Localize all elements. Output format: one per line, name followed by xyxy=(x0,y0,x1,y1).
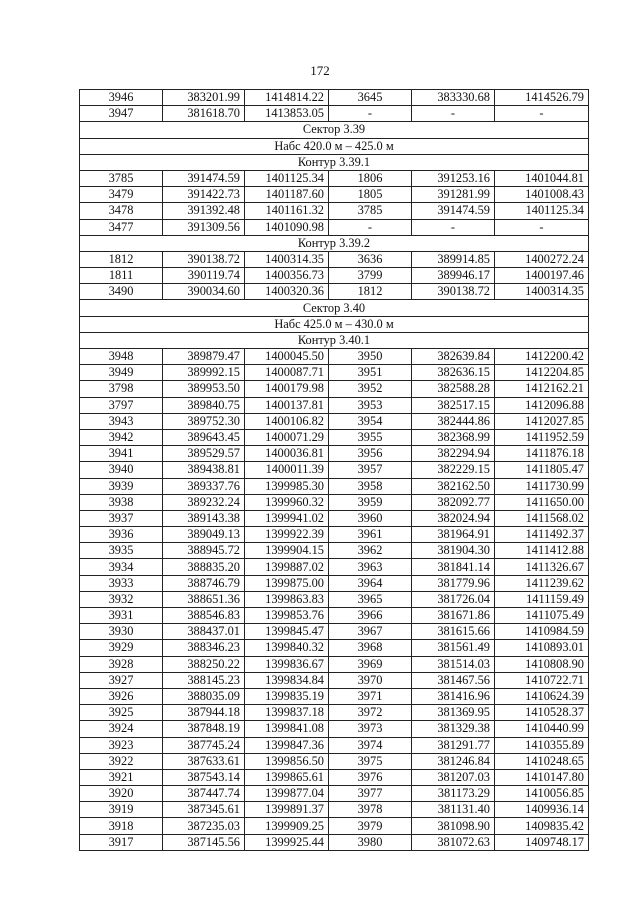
coordinate-cell: 382162.50 xyxy=(412,478,495,494)
coordinate-cell: 1410893.01 xyxy=(495,640,589,656)
coordinate-cell: 388546.83 xyxy=(163,608,245,624)
coordinate-cell: 1399840.32 xyxy=(245,640,329,656)
coordinate-cell: 1400071.29 xyxy=(245,429,329,445)
coordinate-cell: 389643.45 xyxy=(163,429,245,445)
coordinate-cell: 1410355.89 xyxy=(495,737,589,753)
table-row xyxy=(80,753,589,769)
contour-title: Контур 3.39.2 xyxy=(80,235,589,251)
coordinate-cell: 389337.76 xyxy=(163,478,245,494)
contour-header-row xyxy=(80,332,589,348)
sector-range-row xyxy=(80,316,589,332)
coordinate-cell: 382639.84 xyxy=(412,349,495,365)
table-row xyxy=(80,591,589,607)
coordinate-cell: 1399853.76 xyxy=(245,608,329,624)
table-row xyxy=(80,187,589,203)
coordinate-cell: 382368.99 xyxy=(412,429,495,445)
point-id-cell: 3972 xyxy=(329,705,412,721)
coordinate-cell: - xyxy=(495,219,589,235)
table-row xyxy=(80,349,589,365)
coordinate-cell: 381779.96 xyxy=(412,575,495,591)
point-id-cell: 3953 xyxy=(329,397,412,413)
table-row xyxy=(80,640,589,656)
point-id-cell: 3959 xyxy=(329,494,412,510)
page-number: 172 xyxy=(310,63,330,78)
point-id-cell: 3645 xyxy=(329,90,412,106)
coordinate-cell: 389232.24 xyxy=(163,494,245,510)
coordinate-cell: 381467.56 xyxy=(412,672,495,688)
contour-header-row xyxy=(80,235,589,251)
coordinate-cell: 381964.91 xyxy=(412,527,495,543)
coordinate-cell: 388145.23 xyxy=(163,672,245,688)
coordinate-cell: - xyxy=(412,106,495,122)
coordinate-cell: 1401125.34 xyxy=(245,170,329,186)
point-id-cell: 3936 xyxy=(80,527,163,543)
point-id-cell: 3957 xyxy=(329,462,412,478)
coordinate-cell: 388835.20 xyxy=(163,559,245,575)
contour-title: Контур 3.39.1 xyxy=(80,154,589,170)
point-id-cell: 3932 xyxy=(80,591,163,607)
coordinate-cell: 387745.24 xyxy=(163,737,245,753)
table-row xyxy=(80,397,589,413)
coordinate-cell: - xyxy=(495,106,589,122)
coordinate-cell: 388746.79 xyxy=(163,575,245,591)
coordinate-cell: 1400314.35 xyxy=(245,251,329,267)
coordinate-cell: 1400137.81 xyxy=(245,397,329,413)
table-row xyxy=(80,251,589,267)
point-id-cell: 3920 xyxy=(80,786,163,802)
point-id-cell: 3935 xyxy=(80,543,163,559)
coordinate-cell: 1409936.14 xyxy=(495,802,589,818)
table-row xyxy=(80,705,589,721)
point-id-cell: 3478 xyxy=(80,203,163,219)
coordinate-cell: 382024.94 xyxy=(412,510,495,526)
coordinate-cell: 1410624.39 xyxy=(495,688,589,704)
table-row xyxy=(80,446,589,462)
coordinate-cell: 1411412.88 xyxy=(495,543,589,559)
coordinate-cell: 1401008.43 xyxy=(495,187,589,203)
coordinate-cell: 387145.56 xyxy=(163,834,245,850)
coordinate-cell: 381098.90 xyxy=(412,818,495,834)
coordinate-cell: 1410528.37 xyxy=(495,705,589,721)
point-id-cell: 3967 xyxy=(329,624,412,640)
coordinate-cell: 381904.30 xyxy=(412,543,495,559)
coordinate-cell: 389840.75 xyxy=(163,397,245,413)
point-id-cell: 3977 xyxy=(329,786,412,802)
table-row xyxy=(80,462,589,478)
coordinate-cell: 1410984.59 xyxy=(495,624,589,640)
coordinate-cell: 387848.19 xyxy=(163,721,245,737)
coordinate-cell: 389752.30 xyxy=(163,413,245,429)
point-id-cell: 3966 xyxy=(329,608,412,624)
point-id-cell: 3941 xyxy=(80,446,163,462)
coordinate-cell: 388250.22 xyxy=(163,656,245,672)
coordinate-cell: 381246.84 xyxy=(412,753,495,769)
coordinate-cell: 1400314.35 xyxy=(495,284,589,300)
table-row xyxy=(80,769,589,785)
point-id-cell: 3930 xyxy=(80,624,163,640)
coordinate-cell: 1410147.80 xyxy=(495,769,589,785)
coordinate-cell: 381615.66 xyxy=(412,624,495,640)
point-id-cell: 3963 xyxy=(329,559,412,575)
sector-title: Сектор 3.39 xyxy=(80,122,589,138)
coordinate-cell: 1411730.99 xyxy=(495,478,589,494)
point-id-cell: 3969 xyxy=(329,656,412,672)
coordinate-cell: 1399834.84 xyxy=(245,672,329,688)
coordinate-cell: 387944.18 xyxy=(163,705,245,721)
coordinate-cell: 1410808.90 xyxy=(495,656,589,672)
coordinate-cell: 1410440.99 xyxy=(495,721,589,737)
table-row xyxy=(80,284,589,300)
coordinate-cell: 389914.85 xyxy=(412,251,495,267)
coordinate-cell: 1414526.79 xyxy=(495,90,589,106)
table-row xyxy=(80,494,589,510)
point-id-cell: 3949 xyxy=(80,365,163,381)
coordinate-cell: 1401090.98 xyxy=(245,219,329,235)
coordinate-cell: 1411075.49 xyxy=(495,608,589,624)
coordinate-cell: 381173.29 xyxy=(412,786,495,802)
point-id-cell: 3924 xyxy=(80,721,163,737)
coordinate-cell: 389438.81 xyxy=(163,462,245,478)
point-id-cell: 1812 xyxy=(80,251,163,267)
coordinate-cell: 389529.57 xyxy=(163,446,245,462)
coordinate-cell: 1399887.02 xyxy=(245,559,329,575)
coordinate-cell: 389953.50 xyxy=(163,381,245,397)
point-id-cell: 3960 xyxy=(329,510,412,526)
coordinate-cell: 1399904.15 xyxy=(245,543,329,559)
coordinate-cell: 1399875.00 xyxy=(245,575,329,591)
coordinate-cell: 381369.95 xyxy=(412,705,495,721)
point-id-cell: 3929 xyxy=(80,640,163,656)
coordinate-cell: 390138.72 xyxy=(412,284,495,300)
coordinate-cell: 382294.94 xyxy=(412,446,495,462)
coordinate-cell: 1399960.32 xyxy=(245,494,329,510)
point-id-cell: 3942 xyxy=(80,429,163,445)
point-id-cell: 3947 xyxy=(80,106,163,122)
point-id-cell: - xyxy=(329,106,412,122)
table-row xyxy=(80,543,589,559)
coordinate-cell: 389879.47 xyxy=(163,349,245,365)
sector-elevation-range: Набс 425.0 м – 430.0 м xyxy=(80,316,589,332)
point-id-cell: 3785 xyxy=(80,170,163,186)
coordinate-cell: 1409835.42 xyxy=(495,818,589,834)
coordinate-cell: 1400356.73 xyxy=(245,268,329,284)
coordinate-cell: 1412096.88 xyxy=(495,397,589,413)
contour-header-row xyxy=(80,154,589,170)
coordinate-cell: 1412027.85 xyxy=(495,413,589,429)
point-id-cell: 3971 xyxy=(329,688,412,704)
coordinate-cell: 383201.99 xyxy=(163,90,245,106)
coordinate-cell: 389992.15 xyxy=(163,365,245,381)
coordinate-cell: 1399863.83 xyxy=(245,591,329,607)
coordinate-cell: 390138.72 xyxy=(163,251,245,267)
table-row xyxy=(80,656,589,672)
coordinate-cell: 1412200.42 xyxy=(495,349,589,365)
coordinate-cell: 381841.14 xyxy=(412,559,495,575)
point-id-cell: 3927 xyxy=(80,672,163,688)
point-id-cell: 3931 xyxy=(80,608,163,624)
point-id-cell: 3939 xyxy=(80,478,163,494)
point-id-cell: 3799 xyxy=(329,268,412,284)
point-id-cell: 3923 xyxy=(80,737,163,753)
point-id-cell: 3918 xyxy=(80,818,163,834)
sector-header-row xyxy=(80,122,589,138)
coordinate-cell: 391474.59 xyxy=(163,170,245,186)
coordinate-cell: 1400011.39 xyxy=(245,462,329,478)
table-row xyxy=(80,559,589,575)
point-id-cell: 3958 xyxy=(329,478,412,494)
coordinate-cell: 1399836.67 xyxy=(245,656,329,672)
coordinate-cell: 388945.72 xyxy=(163,543,245,559)
point-id-cell: 3938 xyxy=(80,494,163,510)
coordinates-table xyxy=(79,89,589,851)
coordinate-cell: 1400272.24 xyxy=(495,251,589,267)
point-id-cell: 3940 xyxy=(80,462,163,478)
coordinate-cell: 1400106.82 xyxy=(245,413,329,429)
coordinate-cell: 381072.63 xyxy=(412,834,495,850)
point-id-cell: 3479 xyxy=(80,187,163,203)
coordinate-cell: 389049.13 xyxy=(163,527,245,543)
table-row xyxy=(80,575,589,591)
point-id-cell: 3922 xyxy=(80,753,163,769)
table-row xyxy=(80,818,589,834)
coordinate-cell: 1399847.36 xyxy=(245,737,329,753)
coordinate-cell: 391253.16 xyxy=(412,170,495,186)
coordinate-cell: 390119.74 xyxy=(163,268,245,284)
point-id-cell: 3956 xyxy=(329,446,412,462)
coordinate-cell: 1399985.30 xyxy=(245,478,329,494)
coordinate-cell: 381416.96 xyxy=(412,688,495,704)
point-id-cell: 3925 xyxy=(80,705,163,721)
point-id-cell: 1806 xyxy=(329,170,412,186)
coordinate-cell: 1400179.98 xyxy=(245,381,329,397)
sector-header-row xyxy=(80,300,589,316)
coordinate-cell: 387447.74 xyxy=(163,786,245,802)
coordinate-cell: 388346.23 xyxy=(163,640,245,656)
point-id-cell: 3950 xyxy=(329,349,412,365)
point-id-cell: 3962 xyxy=(329,543,412,559)
coordinate-cell: 1414814.22 xyxy=(245,90,329,106)
point-id-cell: 1805 xyxy=(329,187,412,203)
coordinate-cell: 1412204.85 xyxy=(495,365,589,381)
point-id-cell: 3926 xyxy=(80,688,163,704)
point-id-cell: 3934 xyxy=(80,559,163,575)
coordinate-cell: 387235.03 xyxy=(163,818,245,834)
coordinate-cell: 1411876.18 xyxy=(495,446,589,462)
point-id-cell: 3973 xyxy=(329,721,412,737)
point-id-cell: 3636 xyxy=(329,251,412,267)
coordinate-cell: 387633.61 xyxy=(163,753,245,769)
coordinate-cell: 381291.77 xyxy=(412,737,495,753)
point-id-cell: 1812 xyxy=(329,284,412,300)
coordinate-cell: 1401044.81 xyxy=(495,170,589,186)
point-id-cell: 3955 xyxy=(329,429,412,445)
table-row xyxy=(80,478,589,494)
coordinate-cell: - xyxy=(412,219,495,235)
coordinate-cell: 1400320.36 xyxy=(245,284,329,300)
coordinate-cell: 381329.38 xyxy=(412,721,495,737)
coordinate-cell: 1411568.02 xyxy=(495,510,589,526)
coordinate-cell: 382444.86 xyxy=(412,413,495,429)
coordinate-cell: 1412162.21 xyxy=(495,381,589,397)
coordinate-cell: 1401161.32 xyxy=(245,203,329,219)
table-row xyxy=(80,608,589,624)
coordinate-cell: 391474.59 xyxy=(412,203,495,219)
table-row xyxy=(80,737,589,753)
point-id-cell: 3937 xyxy=(80,510,163,526)
coordinate-cell: 1399856.50 xyxy=(245,753,329,769)
coordinate-cell: 390034.60 xyxy=(163,284,245,300)
coordinate-cell: 1400197.46 xyxy=(495,268,589,284)
point-id-cell: 3798 xyxy=(80,381,163,397)
table-row xyxy=(80,786,589,802)
point-id-cell: 3975 xyxy=(329,753,412,769)
coordinate-cell: 382588.28 xyxy=(412,381,495,397)
coordinate-cell: 391392.48 xyxy=(163,203,245,219)
coordinate-cell: 1409748.17 xyxy=(495,834,589,850)
coordinates-table-body xyxy=(80,90,589,851)
coordinate-cell: 382636.15 xyxy=(412,365,495,381)
point-id-cell: 1811 xyxy=(80,268,163,284)
table-row xyxy=(80,688,589,704)
table-row xyxy=(80,834,589,850)
coordinate-cell: 381131.40 xyxy=(412,802,495,818)
coordinate-cell: 383330.68 xyxy=(412,90,495,106)
sector-range-row xyxy=(80,138,589,154)
point-id-cell: 3917 xyxy=(80,834,163,850)
point-id-cell: 3970 xyxy=(329,672,412,688)
point-id-cell: 3933 xyxy=(80,575,163,591)
table-row xyxy=(80,106,589,122)
coordinate-cell: 381561.49 xyxy=(412,640,495,656)
coordinate-cell: 1411326.67 xyxy=(495,559,589,575)
coordinate-cell: 1411159.49 xyxy=(495,591,589,607)
point-id-cell: 3490 xyxy=(80,284,163,300)
coordinate-cell: 382092.77 xyxy=(412,494,495,510)
point-id-cell: 3928 xyxy=(80,656,163,672)
coordinate-cell: 389946.17 xyxy=(412,268,495,284)
coordinate-cell: 1411492.37 xyxy=(495,527,589,543)
point-id-cell: 3979 xyxy=(329,818,412,834)
coordinate-cell: 1410248.65 xyxy=(495,753,589,769)
coordinate-cell: 389143.38 xyxy=(163,510,245,526)
sector-elevation-range: Набс 420.0 м – 425.0 м xyxy=(80,138,589,154)
point-id-cell: 3921 xyxy=(80,769,163,785)
coordinate-cell: 1399941.02 xyxy=(245,510,329,526)
coordinate-cell: 1399837.18 xyxy=(245,705,329,721)
coordinate-cell: 1400045.50 xyxy=(245,349,329,365)
table-row xyxy=(80,413,589,429)
point-id-cell: 3965 xyxy=(329,591,412,607)
coordinate-cell: 388035.09 xyxy=(163,688,245,704)
point-id-cell: 3948 xyxy=(80,349,163,365)
table-row xyxy=(80,802,589,818)
coordinate-cell: 381207.03 xyxy=(412,769,495,785)
sector-title: Сектор 3.40 xyxy=(80,300,589,316)
coordinate-cell: 1399891.37 xyxy=(245,802,329,818)
coordinate-cell: 1399835.19 xyxy=(245,688,329,704)
table-row xyxy=(80,219,589,235)
coordinate-cell: 1410722.71 xyxy=(495,672,589,688)
point-id-cell: - xyxy=(329,219,412,235)
coordinate-cell: 381618.70 xyxy=(163,106,245,122)
coordinate-cell: 1399845.47 xyxy=(245,624,329,640)
coordinate-cell: 382517.15 xyxy=(412,397,495,413)
table-row xyxy=(80,268,589,284)
coordinate-cell: 1400087.71 xyxy=(245,365,329,381)
point-id-cell: 3943 xyxy=(80,413,163,429)
point-id-cell: 3797 xyxy=(80,397,163,413)
table-row xyxy=(80,510,589,526)
point-id-cell: 3980 xyxy=(329,834,412,850)
coordinate-cell: 1399925.44 xyxy=(245,834,329,850)
coordinate-cell: 1411952.59 xyxy=(495,429,589,445)
coordinate-cell: 1413853.05 xyxy=(245,106,329,122)
coordinate-cell: 391309.56 xyxy=(163,219,245,235)
coordinate-cell: 1400036.81 xyxy=(245,446,329,462)
table-row xyxy=(80,203,589,219)
coordinate-cell: 1411239.62 xyxy=(495,575,589,591)
point-id-cell: 3919 xyxy=(80,802,163,818)
point-id-cell: 3785 xyxy=(329,203,412,219)
point-id-cell: 3976 xyxy=(329,769,412,785)
coordinate-cell: 1401187.60 xyxy=(245,187,329,203)
point-id-cell: 3951 xyxy=(329,365,412,381)
coordinate-cell: 388651.36 xyxy=(163,591,245,607)
table-row xyxy=(80,624,589,640)
coordinate-cell: 387345.61 xyxy=(163,802,245,818)
coordinate-cell: 1411805.47 xyxy=(495,462,589,478)
contour-title: Контур 3.40.1 xyxy=(80,332,589,348)
coordinate-cell: 381671.86 xyxy=(412,608,495,624)
coordinate-cell: 1401125.34 xyxy=(495,203,589,219)
table-row xyxy=(80,721,589,737)
coordinate-cell: 391422.73 xyxy=(163,187,245,203)
point-id-cell: 3952 xyxy=(329,381,412,397)
coordinate-cell: 1399865.61 xyxy=(245,769,329,785)
point-id-cell: 3964 xyxy=(329,575,412,591)
point-id-cell: 3961 xyxy=(329,527,412,543)
point-id-cell: 3946 xyxy=(80,90,163,106)
coordinate-cell: 382229.15 xyxy=(412,462,495,478)
coordinate-cell: 1410056.85 xyxy=(495,786,589,802)
table-row xyxy=(80,170,589,186)
coordinate-cell: 1411650.00 xyxy=(495,494,589,510)
coordinate-cell: 1399841.08 xyxy=(245,721,329,737)
table-row xyxy=(80,429,589,445)
table-row xyxy=(80,381,589,397)
coordinate-cell: 387543.14 xyxy=(163,769,245,785)
coordinate-cell: 391281.99 xyxy=(412,187,495,203)
point-id-cell: 3978 xyxy=(329,802,412,818)
coordinate-cell: 1399922.39 xyxy=(245,527,329,543)
coordinate-cell: 381514.03 xyxy=(412,656,495,672)
coordinate-cell: 388437.01 xyxy=(163,624,245,640)
point-id-cell: 3968 xyxy=(329,640,412,656)
point-id-cell: 3954 xyxy=(329,413,412,429)
table-row xyxy=(80,672,589,688)
point-id-cell: 3974 xyxy=(329,737,412,753)
table-row xyxy=(80,365,589,381)
coordinate-cell: 1399877.04 xyxy=(245,786,329,802)
table-row xyxy=(80,527,589,543)
coordinate-cell: 1399909.25 xyxy=(245,818,329,834)
table-row xyxy=(80,90,589,106)
point-id-cell: 3477 xyxy=(80,219,163,235)
coordinate-cell: 381726.04 xyxy=(412,591,495,607)
